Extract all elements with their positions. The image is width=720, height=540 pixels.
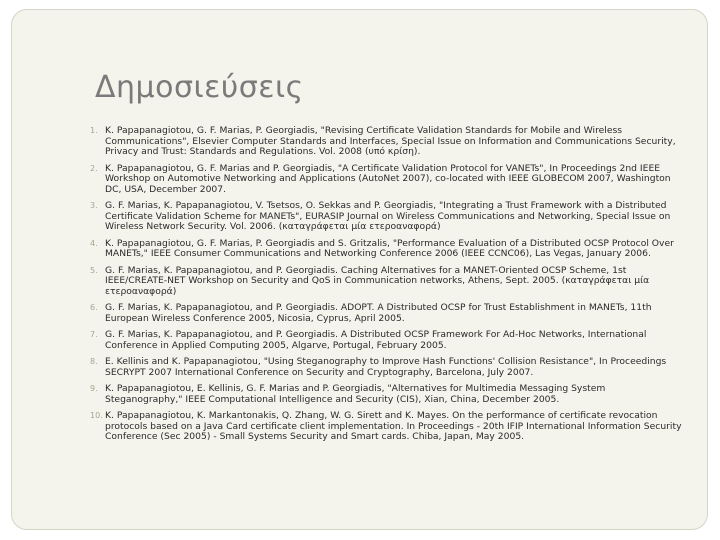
publication-item <box>92 357 682 378</box>
publication-item <box>92 384 682 405</box>
item-number: 10. <box>90 411 103 420</box>
publication-item <box>92 239 682 260</box>
item-number: 3. <box>90 201 98 210</box>
item-number: 9. <box>90 384 98 393</box>
item-number: 6. <box>90 303 98 312</box>
item-text: K. Papapanagiotou, G. F. Marias and P. Georgiadis, "A Certificate Validation Protocol for VANETs", In Proceedings 2nd IEEE Workshop on Automotive Networking and Applications (AutoNet 2007), co-located with IEEE GLOBECOM 2007, Washington DC, USA, December 2007. <box>105 162 671 195</box>
publication-item <box>92 411 682 443</box>
publication-item <box>92 330 682 351</box>
item-number: 4. <box>90 238 98 248</box>
item-number: 2. <box>90 163 98 173</box>
item-text: K. Papapanagiotou, E. Kellinis, G. F. Marias and P. Georgiadis, "Alternatives for Multimedia Messaging System Steganography," IEEE Computational Intelligence and Security (CIS), Xian, China, December 2005. <box>105 383 606 405</box>
publication-item <box>92 201 682 233</box>
item-text: E. Kellinis and K. Papapanagiotou, "Using Steganography to Improve Hash Functions' Collision Resistance", In Proceedings SECRYPT 2007 International Conference on Security and Cryptography, Barcelona, July 2007. <box>105 356 667 378</box>
item-text: G. F. Marias, K. Papapanagiotou, V. Tsetsos, O. Sekkas and P. Georgiadis, "Integrating a Trust Framework with a Distributed Certificate Validation Scheme for MANETs", EURASIP Journal on Wireless Communications and Networking, Special Issue on Wireless Network Security. Vol. 2006. (καταγράφεται μία ετεροαναφορά) <box>105 200 671 232</box>
item-text: G. F. Marias, K. Papapanagiotou, and P. Georgiadis. A Distributed OCSP Framework For Ad-Hoc Networks, International Conference in Applied Computing 2005, Algarve, Portugal, February 2005. <box>105 329 647 351</box>
item-text: K. Papapanagiotou, G. F. Marias, P. Georgiadis and S. Gritzalis, "Performance Evaluation of a Distributed OCSP Protocol Over MANETs," IEEE Consumer Communications and Networking Conference 2006 (IEEE CCNC06), Las Vegas, January 2006. <box>105 237 674 259</box>
publication-list <box>92 126 682 449</box>
item-text: K. Papapanagiotou, G. F. Marias, P. Georgiadis, "Revising Certificate Validation Standards for Mobile and Wireless Communications", Elsevier Computer Standards and Interfaces, Special Issue on Information and Communications Security, Privacy and Trust: Standards and Regulations. Vol. 2008 (υπό κρίση). <box>105 125 676 157</box>
slide-title: Δημοσιεύσεις <box>95 70 304 105</box>
item-number: 5. <box>90 265 98 275</box>
publication-item <box>92 126 682 158</box>
item-text: G. F. Marias, K. Papapanagiotou, and P. Georgiadis. ADOPT. A Distributed OCSP for Trust Establishment in MANETs, 11th European Wireless Conference 2005, Nicosia, Cyprus, April 2005. <box>105 302 652 324</box>
publication-item <box>92 266 682 298</box>
slide <box>11 9 708 530</box>
item-text: G. F. Marias, K. Papapanagiotou, and P. Georgiadis. Caching Alternatives for a MANET-Oriented OCSP Scheme, 1st IEEE/CREATE-NET Workshop on Security and QoS in Communication networks, Athens, Sept. 2005. (καταγράφεται μία ετεροαναφορά) <box>105 264 650 297</box>
item-text: K. Papapanagiotou, K. Markantonakis, Q. Zhang, W. G. Sirett and K. Mayes. On the performance of certificate revocation protocols based on a Java Card certificate client implementation. In Proceedings - 20th IFIP International Information Security Conference (Sec 2005) - Small Systems Security and Smart cards. Chiba, Japan, May 2005. <box>105 410 682 442</box>
item-number: 8. <box>90 357 98 366</box>
publication-item <box>92 303 682 324</box>
item-number: 1. <box>90 126 98 135</box>
item-number: 7. <box>90 330 98 339</box>
publication-item <box>92 164 682 196</box>
